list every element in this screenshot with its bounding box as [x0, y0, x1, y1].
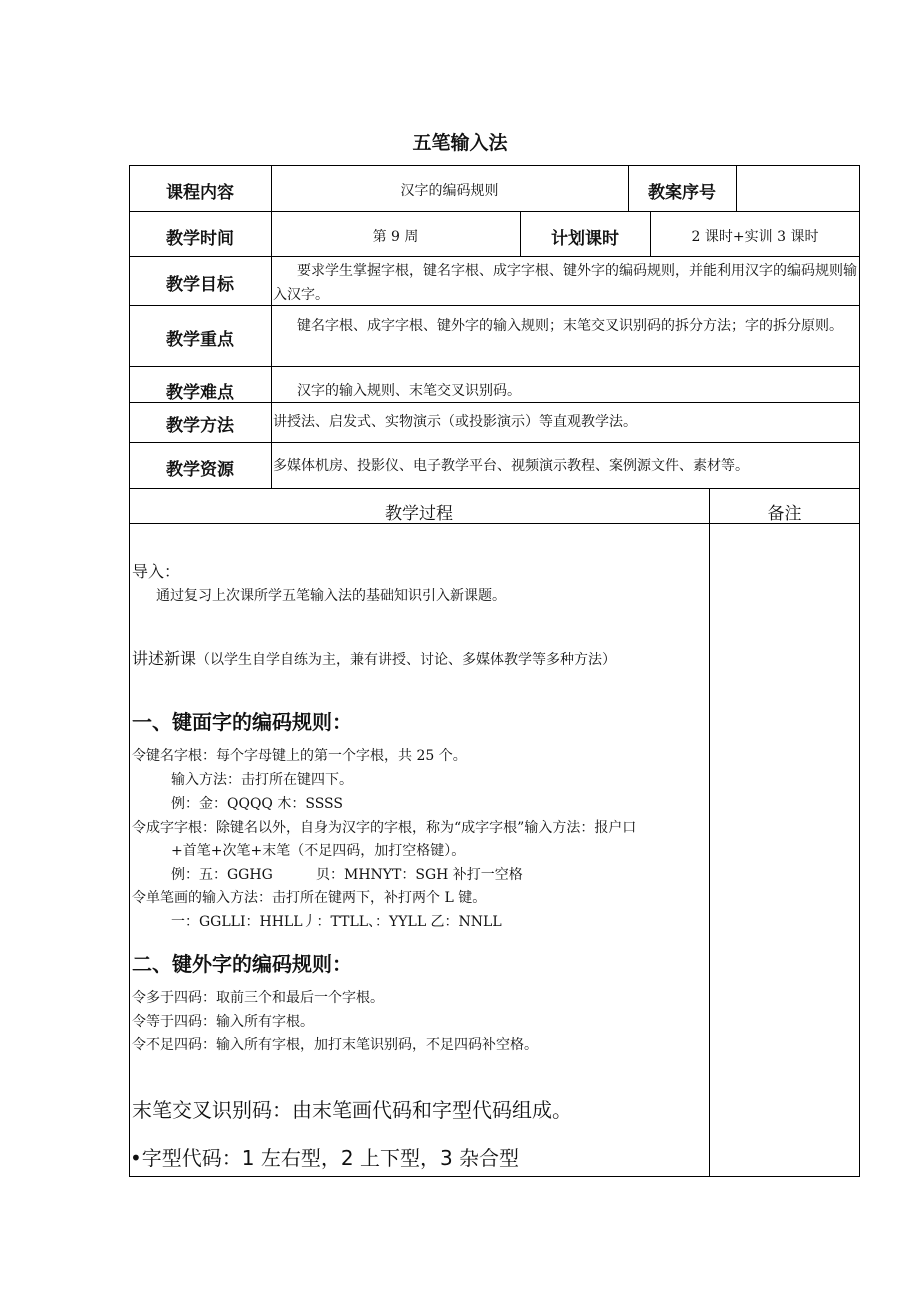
hours-value: 2 课时+实训 3 课时	[691, 229, 819, 245]
section-3-heading: 末笔交叉识别码：由末笔画代码和字型代码组成。	[132, 1098, 572, 1122]
page-title: 五笔输入法	[412, 132, 508, 154]
section-1-line-5: +首笔+次笔+末笔（不足四码，加打空格键）。	[171, 843, 466, 859]
hours-label: 计划课时	[551, 229, 619, 249]
section-3-line-1: •字型代码：1 左右型，2 上下型，3 杂合型	[130, 1146, 520, 1170]
row-divider	[129, 256, 860, 257]
section-1-line-6b: 贝：MHNYT：SGH 补打一空格	[316, 867, 523, 883]
row-divider	[129, 366, 860, 367]
col-divider	[736, 165, 737, 211]
key-points-value: 键名字根、成字字根、键外字的输入规则；末笔交叉识别码的拆分方法；字的拆分原则。	[297, 318, 843, 334]
section-1-line-6a: 例：五：GGHG	[171, 867, 273, 883]
goal-value: 要求学生掌握字根，键名字根、成字字根、键外字的编码规则，并能利用汉字的编码规则输入汉字。	[273, 263, 857, 303]
time-value: 第 9 周	[372, 229, 419, 245]
section-1-line-4: 令成字字根：除键名以外，自身为汉字的字根，称为“成字字根”输入方法：报户口	[132, 820, 637, 836]
remark-header: 备注	[767, 504, 802, 524]
section-2-line-3: 令不足四码：输入所有字根，加打末笔识别码，不足四码补空格。	[132, 1037, 538, 1053]
section-1-line-2: 输入方法：击打所在键四下。	[171, 772, 353, 788]
section-1-line-8: 一：GGLLI：HHLL丿：TTLL、：YYLL 乙：NNLL	[171, 914, 502, 930]
difficulty-value: 汉字的输入规则、末笔交叉识别码。	[297, 383, 521, 399]
section-2-heading: 二、键外字的编码规则：	[132, 952, 352, 976]
section-1-heading: 一、键面字的编码规则：	[132, 710, 352, 734]
goal-label: 教学目标	[166, 275, 234, 295]
resources-label: 教学资源	[166, 460, 234, 480]
new-lesson-note: （以学生自学自练为主，兼有讲授、讨论、多媒体教学等多种方法）	[196, 652, 617, 668]
intro-heading: 导入：	[132, 562, 181, 581]
course-label: 课程内容	[166, 183, 234, 203]
method-value: 讲授法、启发式、实物演示（或投影演示）等直观教学法。	[273, 414, 637, 430]
resources-value: 多媒体机房、投影仪、电子教学平台、视频演示教程、案例源文件、素材等。	[273, 458, 749, 474]
difficulty-label: 教学难点	[166, 383, 234, 403]
row-divider	[129, 442, 860, 443]
course-value: 汉字的编码规则	[400, 183, 499, 199]
section-1-line-7: 令单笔画的输入方法：击打所在键两下，补打两个 L 键。	[132, 890, 487, 906]
new-lesson-line	[132, 646, 616, 669]
section-2-line-1: 令多于四码：取前三个和最后一个字根。	[132, 990, 384, 1006]
col-divider	[271, 165, 272, 488]
col-divider	[709, 488, 710, 1177]
key-points-label: 教学重点	[166, 330, 234, 350]
intro-text: 通过复习上次课所学五笔输入法的基础知识引入新课题。	[156, 588, 506, 604]
process-header: 教学过程	[385, 504, 453, 524]
method-label: 教学方法	[166, 416, 234, 436]
row-divider	[129, 211, 860, 212]
plan-number-label: 教案序号	[648, 183, 716, 203]
new-lesson-heading: 讲述新课	[132, 649, 197, 668]
section-2-line-2: 令等于四码：输入所有字根。	[132, 1014, 314, 1030]
section-1-line-3: 例：金：QQQQ 木：SSSS	[171, 796, 343, 812]
row-divider	[129, 488, 860, 489]
section-1-line-1: 令键名字根：每个字母键上的第一个字根，共 25 个。	[132, 748, 467, 764]
time-label: 教学时间	[166, 229, 234, 249]
